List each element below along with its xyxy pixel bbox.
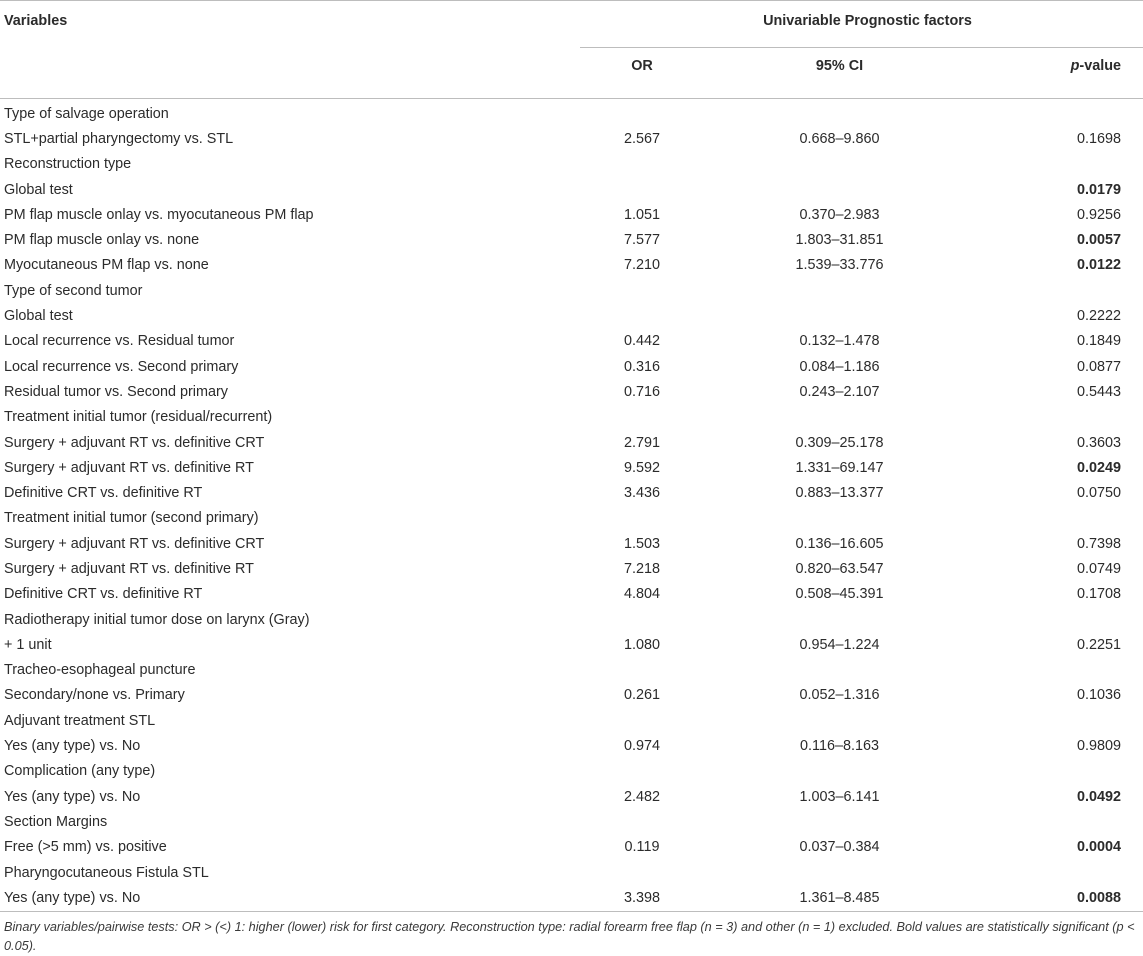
row-p-value [975,405,1143,430]
row-or: 0.261 [623,687,660,704]
row-label: Section Margins [4,813,108,830]
table-row [0,278,1143,303]
table-row [0,809,1143,834]
row-or [580,759,704,784]
row-ci: 0.132–1.478 [799,333,880,350]
row-ci [704,177,975,202]
row-or: 0.119 [624,839,660,856]
row-p-value [975,99,1143,127]
group-header: Univariable Prognostic factors [580,1,1143,48]
row-or [580,809,704,834]
row-or [580,658,704,683]
row-ci: 1.361–8.485 [704,885,975,911]
table-row [0,556,1143,581]
row-ci: 0.370–2.983 [799,206,880,223]
row-ci: 0.116–8.163 [800,738,879,755]
row-or [580,405,704,430]
row-label: Treatment initial tumor (second primary) [4,510,259,527]
row-p-value [975,759,1143,784]
row-or: 1.503 [623,535,660,552]
table-row [0,759,1143,784]
table-row [0,455,1143,480]
row-or [580,303,704,328]
row-or [580,506,704,531]
row-or: 7.218 [623,560,660,577]
table-row [0,253,1143,278]
table-row [0,784,1143,809]
row-or: 7.577 [623,232,660,249]
p-value-header-suffix: -value [1079,58,1121,74]
row-label: Tracheo-esophageal puncture [4,662,196,679]
table-row [0,354,1143,379]
row-or [580,607,704,632]
row-p-value: 0.1849 [1076,333,1121,350]
row-ci [704,405,975,430]
row-label: Reconstruction type [4,156,132,173]
table-row [0,227,1143,252]
row-label: Global test [4,181,73,198]
row-p-value: 0.0057 [1076,232,1121,249]
p-value-header [975,48,1143,99]
table-row [0,860,1143,885]
table-row [0,683,1143,708]
header-row-group [0,1,1143,48]
row-or: 0.316 [623,358,660,375]
table-row [0,126,1143,151]
row-p-value [975,278,1143,303]
row-ci: 0.136–16.605 [795,535,884,552]
row-p-value: 0.0122 [1076,257,1121,274]
row-p-value [975,708,1143,733]
row-label: Local recurrence vs. Second primary [4,358,239,375]
row-or: 9.592 [623,459,660,476]
row-or: 7.210 [623,257,660,274]
table-row [0,303,1143,328]
p-value-header-italic: p [1070,58,1080,74]
row-label: Yes (any type) vs. No [4,788,141,805]
variables-header: Variables [0,1,580,48]
row-ci [704,607,975,632]
table-row [0,885,1143,911]
row-label: Definitive CRT vs. definitive RT [4,485,203,502]
row-p-value: 0.0750 [1076,485,1121,502]
row-label: Adjuvant treatment STL [4,712,156,729]
row-label: Free (>5 mm) vs. positive [4,839,167,856]
row-ci [704,658,975,683]
row-p-value: 0.2251 [1076,636,1121,653]
table-row [0,329,1143,354]
table-footnote: Binary variables/pairwise tests: OR > (<) 1: higher (lower) risk for first category. Reconstruction type: radial forearm free flap (n = 3) and other (n = 1) excluded. Bold values are statistically significant (p < 0.05). [4,919,1135,953]
row-or: 4.804 [623,586,660,603]
table-row [0,658,1143,683]
row-label: Global test [4,308,73,325]
row-ci: 1.331–69.147 [795,459,884,476]
table-row [0,607,1143,632]
row-label: Type of salvage operation [4,105,169,122]
table-row [0,835,1143,860]
row-label: Surgery + adjuvant RT vs. definitive RT [4,560,254,577]
row-ci: 1.539–33.776 [795,257,884,274]
table-row [0,99,1143,127]
variables-header-spacer [0,48,580,99]
row-ci [704,708,975,733]
row-label: Local recurrence vs. Residual tumor [4,333,235,350]
row-or: 0.716 [623,383,660,400]
row-ci: 0.309–25.178 [795,434,884,451]
table-row [0,708,1143,733]
row-or [580,278,704,303]
row-ci: 0.084–1.186 [799,358,880,375]
row-or [580,708,704,733]
row-ci [704,278,975,303]
row-label: Surgery + adjuvant RT vs. definitive RT [4,459,254,476]
table-row [0,733,1143,758]
row-ci: 1.003–6.141 [799,788,880,805]
table-row [0,632,1143,657]
row-p-value [975,506,1143,531]
row-p-value [975,607,1143,632]
table-row [0,152,1143,177]
row-ci: 0.954–1.224 [799,636,880,653]
row-p-value [975,809,1143,834]
row-p-value: 0.1708 [1076,586,1121,603]
row-label: PM flap muscle onlay vs. none [4,232,200,249]
row-ci: 0.820–63.547 [795,560,884,577]
table-row [0,582,1143,607]
row-label: Yes (any type) vs. No [4,738,141,755]
row-p-value: 0.1036 [1076,687,1121,704]
row-or: 1.080 [623,636,660,653]
row-or [580,177,704,202]
row-label: Yes (any type) vs. No [0,885,580,911]
row-or: 1.051 [623,206,660,223]
row-or [580,99,704,127]
table-row [0,405,1143,430]
table-row [0,379,1143,404]
row-or [580,860,704,885]
row-ci [704,506,975,531]
ci-header: 95% CI [815,58,864,74]
row-p-value: 0.9809 [1076,738,1121,755]
row-or: 0.974 [623,738,660,755]
table-row [0,480,1143,505]
row-label: Type of second tumor [4,282,143,299]
row-p-value: 0.3603 [1076,434,1121,451]
row-p-value: 0.0749 [1076,560,1121,577]
row-ci: 0.037–0.384 [799,839,880,856]
row-label: Residual tumor vs. Second primary [4,383,228,400]
table-row [0,177,1143,202]
row-p-value: 0.1698 [1076,130,1121,147]
row-label: STL+partial pharyngectomy vs. STL [4,130,234,147]
row-label: Surgery + adjuvant RT vs. definitive CRT [4,434,265,451]
or-header: OR [631,58,653,74]
row-or: 0.442 [623,333,660,350]
row-ci [704,303,975,328]
row-p-value [975,658,1143,683]
row-ci [704,99,975,127]
row-p-value: 0.7398 [1076,535,1121,552]
row-or [580,152,704,177]
row-p-value [975,152,1143,177]
table-row [0,202,1143,227]
row-label: Treatment initial tumor (residual/recurrent) [4,409,273,426]
row-label: Myocutaneous PM flap vs. none [4,257,209,274]
row-ci [704,152,975,177]
row-p-value: 0.2222 [1076,308,1121,325]
table-body [0,99,1143,912]
table-row [0,531,1143,556]
row-ci [704,809,975,834]
header-row-columns [0,48,1143,99]
row-p-value: 0.0179 [1076,181,1121,198]
row-ci: 0.668–9.860 [799,130,880,147]
row-or: 2.791 [623,434,660,451]
table-row [0,430,1143,455]
row-or: 2.482 [623,788,660,805]
row-ci: 0.052–1.316 [799,687,880,704]
row-label: Definitive CRT vs. definitive RT [4,586,203,603]
row-label: Radiotherapy initial tumor dose on larynx (Gray) [4,611,310,628]
row-ci: 1.803–31.851 [795,232,884,249]
row-ci [704,860,975,885]
row-or: 3.436 [623,485,660,502]
row-p-value: 0.5443 [1076,383,1121,400]
row-label: PM flap muscle onlay vs. myocutaneous PM flap [4,206,314,223]
row-label: Secondary/none vs. Primary [4,687,185,704]
row-p-value: 0.0249 [1076,459,1121,476]
row-or: 3.398 [580,885,704,911]
row-p-value: 0.0088 [975,885,1143,911]
row-ci [704,759,975,784]
row-ci: 0.243–2.107 [799,383,880,400]
row-p-value: 0.9256 [1076,206,1121,223]
row-ci: 0.883–13.377 [795,485,884,502]
row-label: Complication (any type) [4,763,156,780]
row-label: Surgery + adjuvant RT vs. definitive CRT [4,535,265,552]
row-p-value: 0.0492 [1076,788,1121,805]
row-p-value: 0.0877 [1076,358,1121,375]
row-p-value [975,860,1143,885]
row-label: + 1 unit [4,636,52,653]
row-or: 2.567 [623,130,660,147]
row-p-value: 0.0004 [1076,839,1121,856]
row-label: Pharyngocutaneous Fistula STL [4,864,209,881]
table-row [0,506,1143,531]
row-ci: 0.508–45.391 [795,586,884,603]
